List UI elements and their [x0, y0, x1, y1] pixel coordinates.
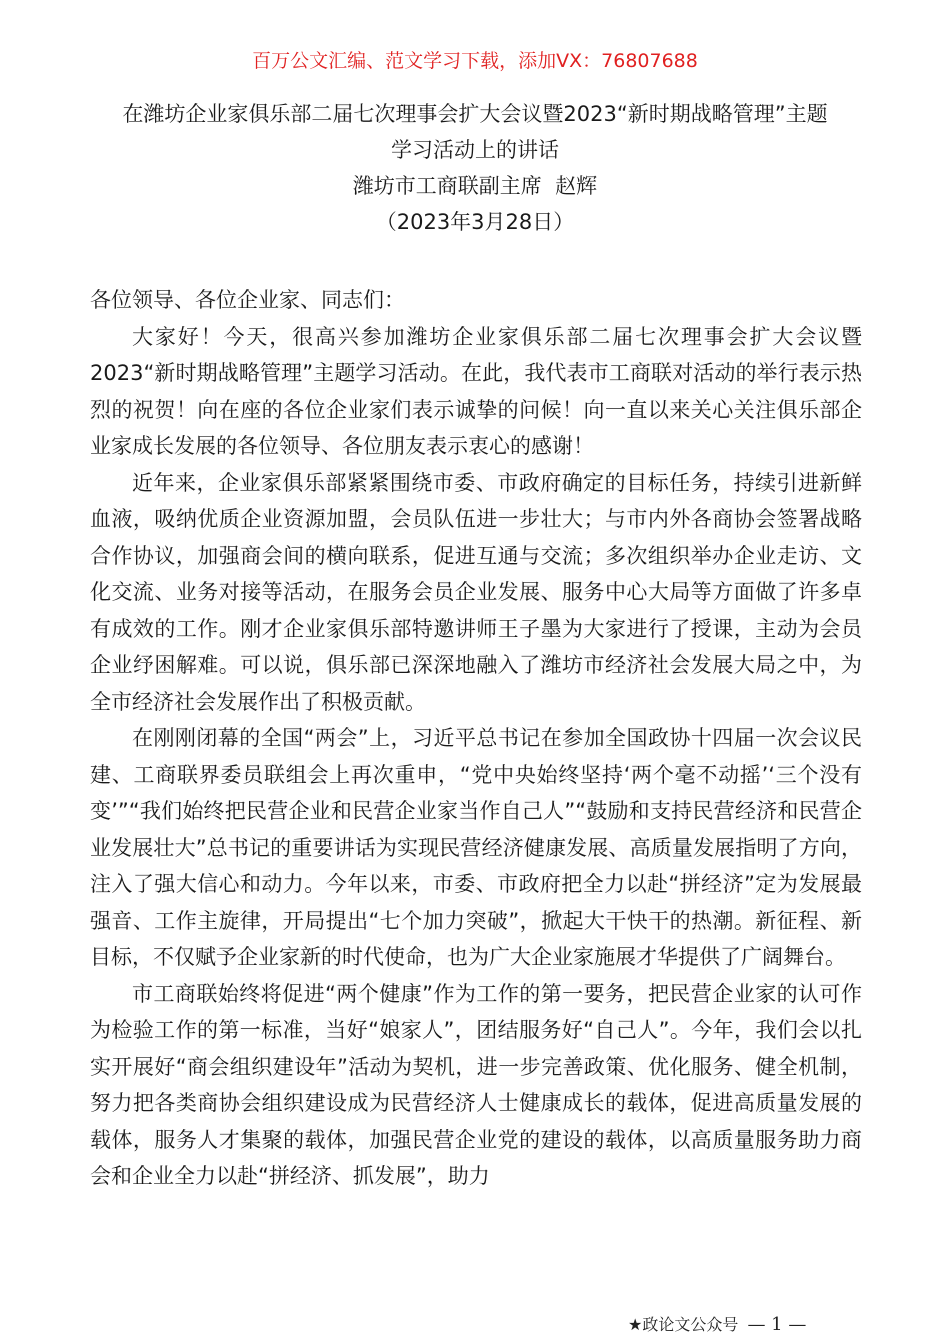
- paragraph: 大家好！今天，很高兴参加潍坊企业家俱乐部二届七次理事会扩大会议暨2023“新时期战略管理”主题学习活动。在此，我代表市工商联对活动的举行表示热烈的祝贺！向在座的各位企业家们表示诚挚的问候！向一直以来关心关注俱乐部企业家成长发展的各位领导、各位朋友表示衷心的感谢！: [90, 324, 862, 458]
- page-footer: [628, 1312, 806, 1335]
- speech-body: [90, 282, 862, 1195]
- header-banner: 百万公文汇编、范文学习下载，添加VX：76807688: [252, 50, 698, 72]
- document-title-line-2: 学习活动上的讲话: [391, 138, 559, 162]
- document-title-line-1: 在潍坊企业家俱乐部二届七次理事会扩大会议暨2023“新时期战略管理”主题: [122, 102, 828, 126]
- paragraph: 近年来，企业家俱乐部紧紧围绕市委、市政府确定的目标任务，持续引进新鲜血液，吸纳优质企业资源加盟，会员队伍进一步壮大；与市内外各商协会签署战略合作协议，加强商会间的横向联系，促进互通与交流；多次组织举办企业走访、文化交流、业务对接等活动，在服务会员企业发展、服务中心大局等方面做了许多卓有成效的工作。刚才企业家俱乐部特邀讲师王子墨为大家进行了授课，主动为会员企业纾困解难。可以说，俱乐部已深深地融入了潍坊市经济社会发展大局之中，为全市经济社会发展作出了积极贡献。: [90, 470, 862, 714]
- speaker-line: 潍坊市工商联副主席 赵辉: [352, 174, 598, 198]
- paragraph: 市工商联始终将促进“两个健康”作为工作的第一要务，把民营企业家的认可作为检验工作的第一标准，当好“娘家人”，团结服务好“自己人”。今年，我们会以扎实开展好“商会组织建设年”活动为契机，进一步完善政策、优化服务、健全机制，努力把各类商协会组织建设成为民营经济人士健康成长的载体，促进高质量发展的载体，服务人才集聚的载体，加强民营企业党的建设的载体，以高质量服务助力商会和企业全力以赴“拼经济、抓发展”，助力: [90, 981, 862, 1188]
- page-number: — 1 —: [747, 1314, 807, 1335]
- speech-date: （2023年3月28日）: [375, 210, 575, 234]
- document-title-block: [90, 96, 860, 240]
- paragraph: 在刚刚闭幕的全国“两会”上，习近平总书记在参加全国政协十四届一次会议民建、工商联界委员联组会上再次重申，“党中央始终坚持‘两个毫不动摇’‘三个没有变’”“我们始终把民营企业和民营企业家当作自己人”“鼓励和支持民营经济和民营企业发展壮大”总书记的重要讲话为实现民营经济健康发展、高质量发展指明了方向，注入了强大信心和动力。今年以来，市委、市政府把全力以赴“拼经济”定为发展最强音、工作主旋律，开局提出“七个加力突破”，掀起大干快干的热潮。新征程、新目标，不仅赋予企业家新的时代使命，也为广大企业家施展才华提供了广阔舞台。: [90, 726, 862, 969]
- footer-source: ★政论文公众号: [628, 1315, 739, 1334]
- salutation: 各位领导、各位企业家、同志们：: [90, 288, 405, 312]
